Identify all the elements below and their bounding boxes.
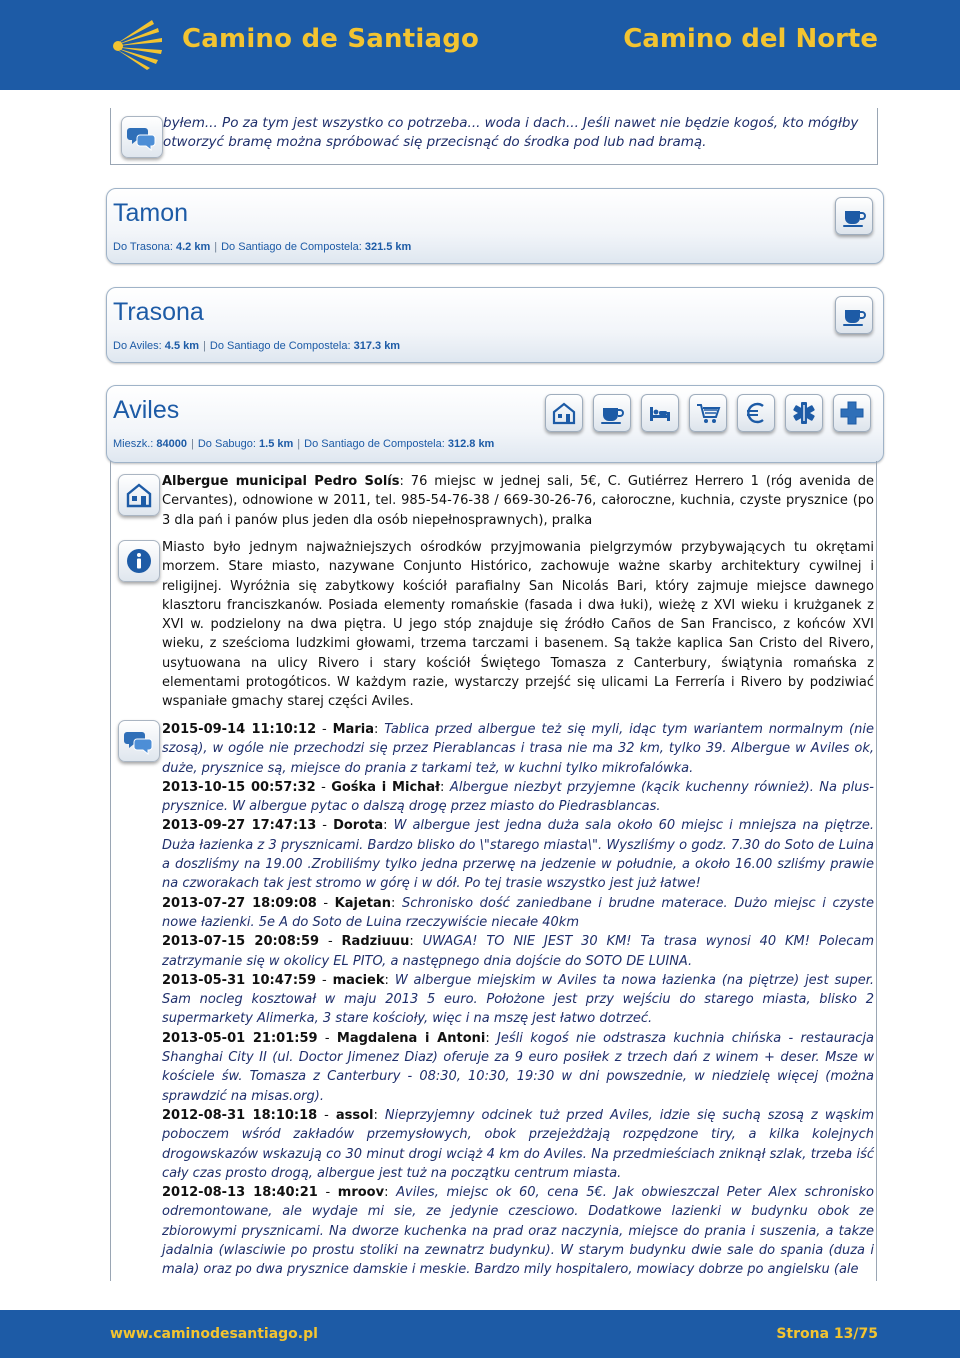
comments-icon	[121, 116, 163, 158]
place-card-trasona	[106, 287, 884, 363]
footer-page-number: Strona 13/75	[776, 1326, 878, 1342]
info-icon	[118, 540, 160, 582]
comment-item: 2013-07-27 18:09:08 - Kajetan: Schronisko dość zaniedbane i brudne materace. Dużo miejsc i czyste nowe łazienki. 5e A do Soto de Luina rzeczywiście niecałe 40km	[162, 895, 874, 930]
details-right-border	[876, 461, 877, 1281]
comment-item: 2012-08-13 18:40:21 - mroov: Aviles, miejsc ok 60, cena 5€. Jak obwieszczal Peter Alex schronisko odremontowane, ale wydaje mi sie, ze jedynie czesciowo. Dodatkowe lazienki w budynku obok ze zbiorowymi prysznicami. Na dworze kuchenka na prad oraz naczynia, miejsce do prania i suszenia, a takze jadalnia (wlasciwie po prostu stoliki na zewnatrz budynku). W starym budynku dwie sale do spania (duza i mala) oraz po dwa prysznice damskie i meskie. Bardzo mily hospitalero, mowiacy dobrze po angielsku (ale	[162, 1185, 875, 1278]
euro-icon[interactable]	[737, 394, 775, 432]
comment-item: 2013-05-31 10:47:59 - maciek: W albergue miejskim w Aviles ta nowa łazienka (na piętrze) jest super. Sam nocleg kosztował w maju 2013 5 euro. Położone jest przy wejściu do starego miasta, blisko 2 supermarkety Alimerka, 3 stare kościoły, więc i na mszę jest łatwo dotrzeć.	[162, 972, 874, 1027]
comment-item: 2013-10-15 00:57:32 - Gośka i Michał: Albergue niezbyt przyjemne (kącik kuchenny również). Na plus- prysznice. W albergue pytac o dalszą drogę przez miasto do Piedrasblancas.	[162, 779, 874, 815]
place-distances: Mieszk.: 84000 | Do Sabugo: 1.5 km | Do Santiago de Compostela: 312.8 km	[113, 438, 495, 450]
comment-item: 2015-09-14 11:10:12 - Maria: Tablica przed albergue też się myli, idąc tym wariantem normalnym (nie szosą), w ogóle nie przechodzi się przez Pierablancas i trasa nie ma 32 km, tylko 39. Albergue w Aviles ok, duże, prysznice są, miejsce do prania z tarkami też, w kuchni tylko mikrofalówka.	[162, 722, 874, 776]
place-name: Aviles	[113, 396, 180, 424]
albergue-details: : 76 miejsc w jednej sali, 5€, C. Gutiérrez Herrero 1 (róg avenida de Cervantes), odnowione w 2011, tel. 985-54-76-38 / 669-30-26-76, całoroczne, kuchnia, czyste prysznice (po 3 dla pań i panów plus jeden dla osób niepełnosprawnych), pralka	[162, 474, 874, 528]
albergue-name: Albergue municipal Pedro Solís	[162, 474, 400, 489]
header-title-right: Camino del Norte	[623, 24, 878, 54]
page-header	[0, 0, 960, 90]
comment-item: 2013-09-27 17:47:13 - Dorota: W albergue jest jedna duża sala około 60 miejsc i mniejsza na piętrze. Duża łazienka z 3 prysznicami. Bardzo blisko do \"starego miasta\". Wyszliśmy o godz. 7.30 do Soto de Luina a doszliśmy na 19.00 .Zrobiliśmy tylko jedna przerwę na jedzenie w południe, a około 16.00 szliśmy prawie na czworakach tak jest stromo w górę i w dół. Po tej trasie wszystko jest już łatwe!	[162, 818, 875, 892]
header-title-left: Camino de Santiago	[182, 24, 480, 54]
albergue-description	[162, 472, 874, 530]
place-card-tamon	[106, 188, 884, 264]
comments-list	[162, 720, 874, 1280]
comments-icon	[118, 720, 160, 762]
shop-cart-icon[interactable]	[689, 394, 727, 432]
town-info-text: Miasto było jednym najważniejszych ośrodków przyjmowania pielgrzymów przybywających tu okrętami morzem. Stare miasto, nazywane Conjunto Histórico, zachowuje ważne skarby architektury cywilnej i religijnej. Wyróżnia się zabytkowy kościół parafialny San Nicolás Bari, który zajmuje miejsce dawnego klasztoru franciszkanów. Posiada elementy romańskie (fasada i dwa łuki), wieżę z XVI wieku i krużganek z XVI w. podzielony na dwa piętra. U jego stóp znajduje się źródło Caños de San Francisco, z końców XVI wieku, z sześcioma ludzkimi głowami, trzema tarczami i basenem. Są także kaplica San Cristo del Rivero, usytuowana na ulicy Rivero i stary kościół Świętego Tomasza z Canterbury, świątynia romańska z elementami protogóticos. W każdym razie, wystarczy przejść się ulicami La Ferrería i Rivero by podziwiać wspaniałe gmachy starej części Aviles.	[162, 540, 874, 710]
details-left-border	[110, 461, 111, 1281]
cafe-icon[interactable]	[835, 296, 873, 334]
bed-icon[interactable]	[641, 394, 679, 432]
cafe-icon[interactable]	[593, 394, 631, 432]
footer-site-link[interactable]: www.caminodesantiago.pl	[110, 1326, 318, 1342]
comment-item: 2013-05-01 21:01:59 - Magdalena i Antoni: Jeśli kogoś nie odstrasza kuchnia chińska - restauracja Shanghai City II (ul. Doctor Jimenez Diaz) oferuje za 9 euro posiłek z trzech dań z winem + deser. Msze w kościele św. Tomasza z Canterbury - 08:30, 10:30, 19:30 w dni powszednie, w niedzielę więcej (można sprawdzić na misas.org).	[162, 1030, 874, 1104]
comment-item: 2013-07-15 20:08:59 - Radziuuu: UWAGA! TO NIE JEST 30 KM! Ta trasa wynosi 40 KM! Polecam zatrzymanie się w okolicy EL PITO, a następnego dnia dojście do SOTO DE LUINA.	[162, 934, 874, 969]
cafe-icon[interactable]	[835, 197, 873, 235]
pharmacy-cross-icon[interactable]	[833, 394, 871, 432]
scallop-shell-logo-icon	[112, 14, 168, 70]
previous-comment	[110, 108, 878, 165]
medical-icon[interactable]	[785, 394, 823, 432]
place-distances: Do Trasona: 4.2 km | Do Santiago de Compostela: 321.5 km	[113, 241, 412, 253]
place-distances: Do Aviles: 4.5 km | Do Santiago de Compostela: 317.3 km	[113, 340, 401, 352]
albergue-icon	[118, 474, 160, 516]
comment-item: 2012-08-31 18:10:18 - assol: Nieprzyjemny odcinek tuż przed Aviles, idzie się suchą szosą z wąskim poboczem wśród zakładów przemysłowych, obok przejeżdżają rozpędzone tiry, a kilka kolejnych drogowskazów wskazują co 30 minut drogi wciąż 4 km do Aviles. Na przedmieściach zniknął szlak, trzeba iść cały czas prosto drogą, albergue jest tuż na początku centrum miasta.	[162, 1107, 874, 1181]
place-name: Tamon	[113, 199, 189, 227]
place-name: Trasona	[113, 298, 204, 326]
albergue-icon[interactable]	[545, 394, 583, 432]
previous-comment-text: byłem... Po za tym jest wszystko co potrzeba... woda i dach... Jeśli nawet nie będzie kogoś, kto mógłby otworzyć bramę można spróbować się przecisnąć do środka pod lub nad bramą.	[163, 115, 859, 150]
page-footer	[0, 1310, 960, 1358]
place-card-aviles	[106, 385, 884, 463]
